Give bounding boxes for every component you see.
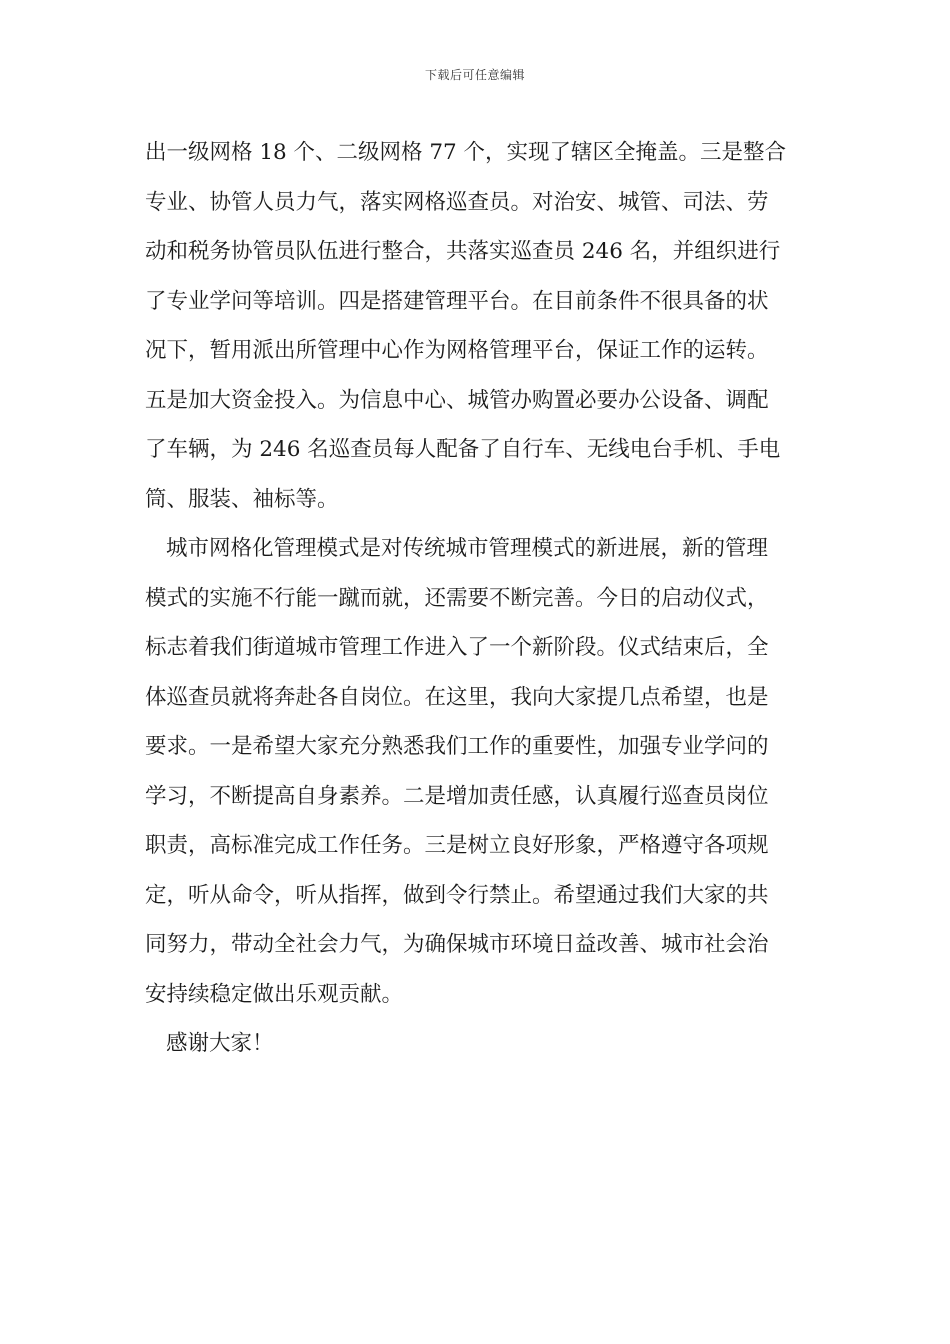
text-line: 动和税务协管员队伍进行整合，共落实巡查员 246 名，并组织进行 (145, 239, 781, 264)
text-line: 五是加大资金投入。为信息中心、城管办购置必要办公设备、调配 (145, 387, 769, 413)
text-line: 安持续稳定做出乐观贡献。 (145, 981, 404, 1007)
text-line: 筒、服装、袖标等。 (145, 486, 339, 512)
text-line: 专业、协管人员力气，落实网格巡查员。对治安、城管、司法、劳 (145, 189, 769, 215)
text-line: 定，听从命令，听从指挥，做到令行禁止。希望通过我们大家的共 (145, 882, 769, 908)
text-line: 城市网格化管理模式是对传统城市管理模式的新进展，新的管理 (166, 536, 769, 561)
text-line: 体巡查员就将奔赴各自岗位。在这里，我向大家提几点希望，也是 (145, 684, 769, 710)
text-line: 了车辆，为 246 名巡查员每人配备了自行车、无线电台手机、手电 (145, 437, 781, 462)
document-body (145, 128, 805, 1069)
text-line: 标志着我们街道城市管理工作进入了一个新阶段。仪式结束后，全 (145, 635, 769, 660)
text-line: 出一级网格 18 个、二级网格 77 个，实现了辖区全掩盖。三是整合 (145, 140, 787, 165)
closing-line: 感谢大家！ (166, 1031, 274, 1056)
page-header: 下载后可任意编辑 (424, 68, 525, 82)
text-line: 况下，暂用派出所管理中心作为网格管理平台，保证工作的运转。 (145, 338, 769, 363)
paragraph-3 (145, 1019, 805, 1069)
text-line: 职责，高标准完成工作任务。三是树立良好形象，严格遵守各项规 (145, 833, 769, 858)
text-line: 模式的实施不行能一蹴而就，还需要不断完善。今日的启动仪式， (145, 585, 769, 611)
text-line: 同努力，带动全社会力气，为确保城市环境日益改善、城市社会治 (145, 932, 769, 957)
text-line: 了专业学问等培训。四是搭建管理平台。在目前条件不很具备的状 (145, 288, 769, 314)
paragraph-2 (145, 524, 805, 1019)
text-line: 要求。一是希望大家充分熟悉我们工作的重要性，加强专业学问的 (145, 734, 769, 759)
paragraph-1 (145, 128, 805, 524)
text-line: 学习，不断提高自身素养。二是增加责任感，认真履行巡查员岗位 (145, 783, 769, 809)
